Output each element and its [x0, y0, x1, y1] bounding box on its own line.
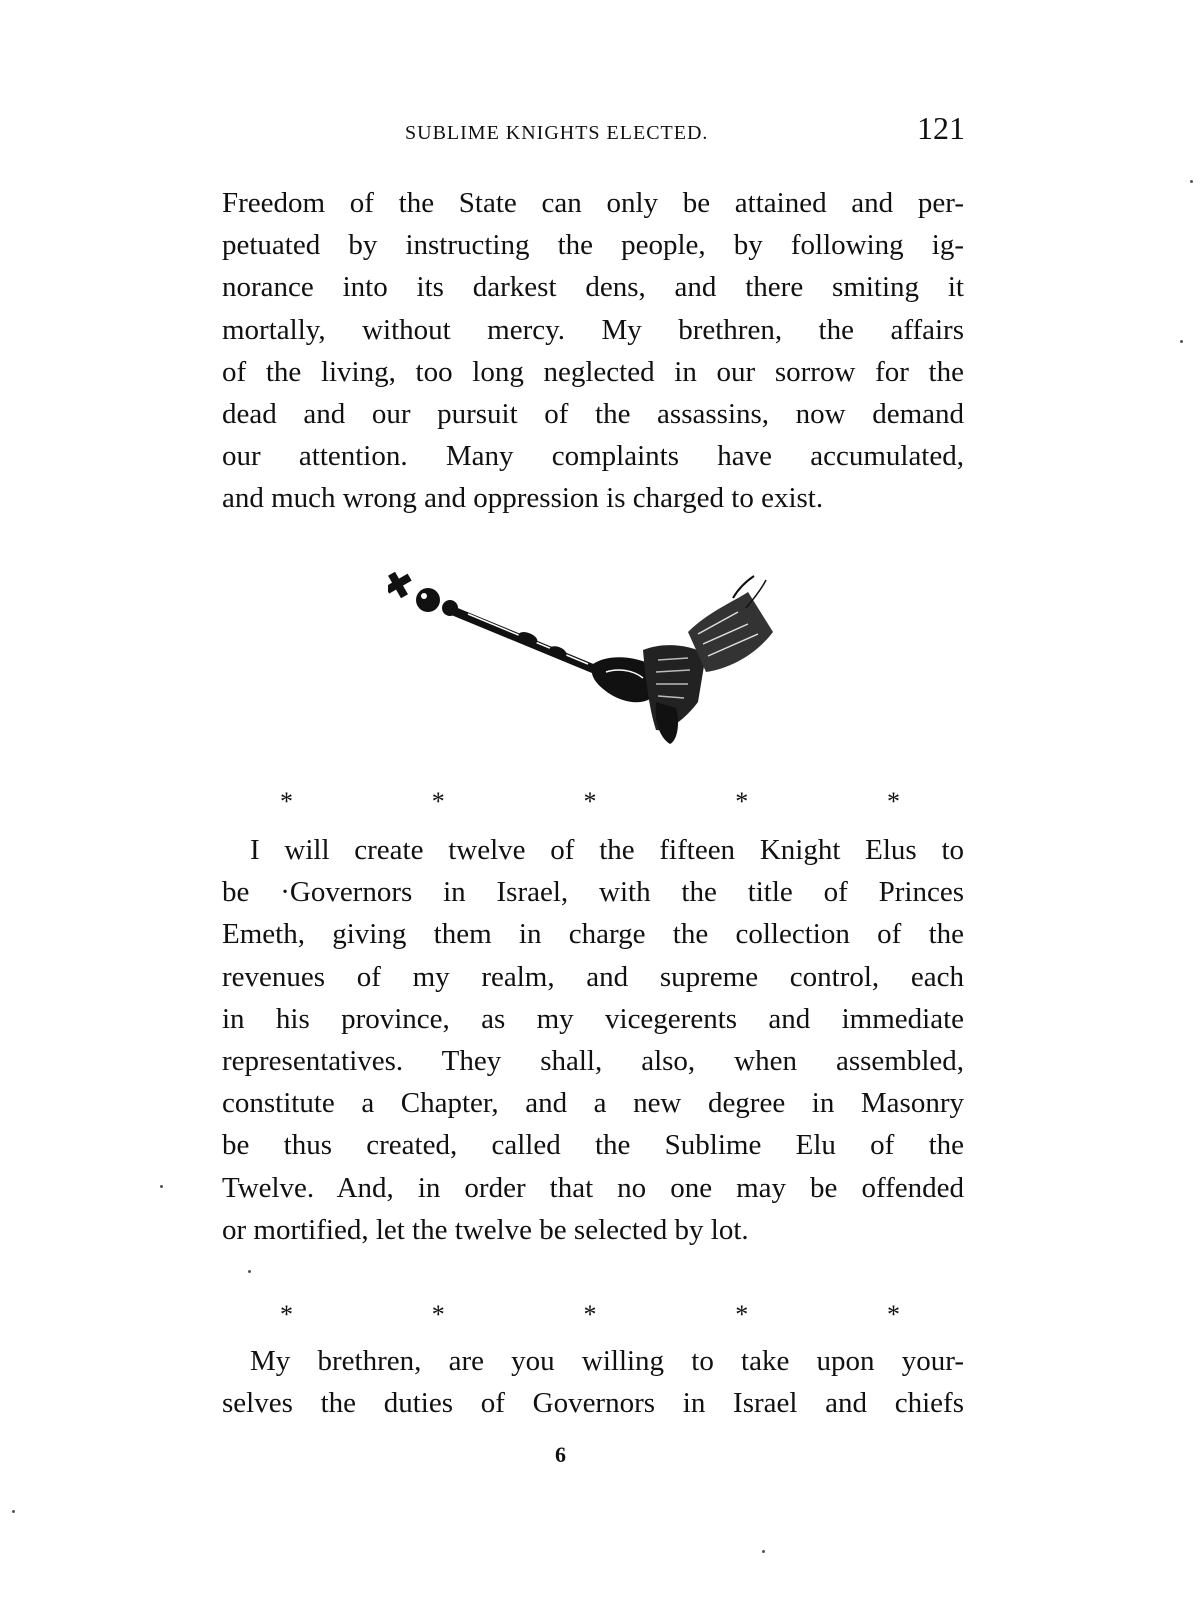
section-separator: [280, 1300, 900, 1330]
asterisk: *: [735, 787, 749, 816]
asterisk: *: [583, 1300, 597, 1329]
text-line: in his province, as my vicegerents and immediate: [222, 1002, 964, 1035]
asterisk: *: [280, 787, 293, 816]
text-line: our attention. Many complaints have accumulated,: [222, 440, 964, 473]
text-line: My brethren, are you willing to take upon your-: [250, 1345, 964, 1377]
print-speck: [248, 1270, 251, 1273]
paragraph-3: [222, 1340, 964, 1424]
asterisk: *: [583, 787, 597, 816]
text-line: mortally, without mercy. My brethren, the affairs: [222, 313, 964, 346]
print-speck: [1190, 180, 1193, 183]
text-line: and much wrong and oppression is charged to exist.: [222, 482, 824, 515]
running-title: SUBLIME KNIGHTS ELECTED.: [405, 122, 709, 144]
print-speck: [762, 1550, 765, 1553]
text-line: Freedom of the State can only be attained and per-: [222, 187, 964, 219]
text-line: Emeth, giving them in charge the collection of the: [222, 918, 964, 951]
asterisk: *: [431, 787, 445, 816]
asterisk: *: [280, 1300, 293, 1329]
asterisk: *: [887, 1300, 900, 1329]
text-line: selves the duties of Governors in Israel and chiefs: [222, 1387, 964, 1420]
paragraph-2: [222, 829, 964, 1251]
asterisk: *: [887, 787, 900, 816]
text-line: representatives. They shall, also, when assembled,: [222, 1045, 964, 1078]
text-line: dead and our pursuit of the assassins, now demand: [222, 398, 964, 431]
text-line: I will create twelve of the fifteen Knight Elus to: [250, 834, 964, 866]
hand-holding-sceptre-icon: [388, 572, 788, 752]
asterisk: *: [431, 1300, 445, 1329]
text-line: or mortified, let the twelve be selected by lot.: [222, 1213, 749, 1246]
page-number: 121: [917, 110, 965, 146]
print-speck: [160, 1185, 163, 1188]
paragraph-1: [222, 182, 964, 520]
text-line: revenues of my realm, and supreme control, each: [222, 960, 964, 993]
section-separator: [280, 787, 900, 817]
text-line: of the living, too long neglected in our sorrow for the: [222, 355, 964, 388]
print-speck: [12, 1510, 15, 1513]
text-line: norance into its darkest dens, and there smiting it: [222, 271, 964, 304]
text-line: Twelve. And, in order that no one may be offended: [222, 1171, 964, 1204]
print-speck: [1180, 340, 1183, 343]
text-line: constitute a Chapter, and a new degree in Masonry: [222, 1087, 964, 1120]
asterisk: *: [735, 1300, 749, 1329]
text-line: petuated by instructing the people, by following ig-: [222, 229, 964, 262]
signature-mark: 6: [555, 1442, 566, 1467]
text-line: be ·Governors in Israel, with the title of Princes: [222, 876, 964, 909]
text-line: be thus created, called the Sublime Elu of the: [222, 1129, 964, 1162]
